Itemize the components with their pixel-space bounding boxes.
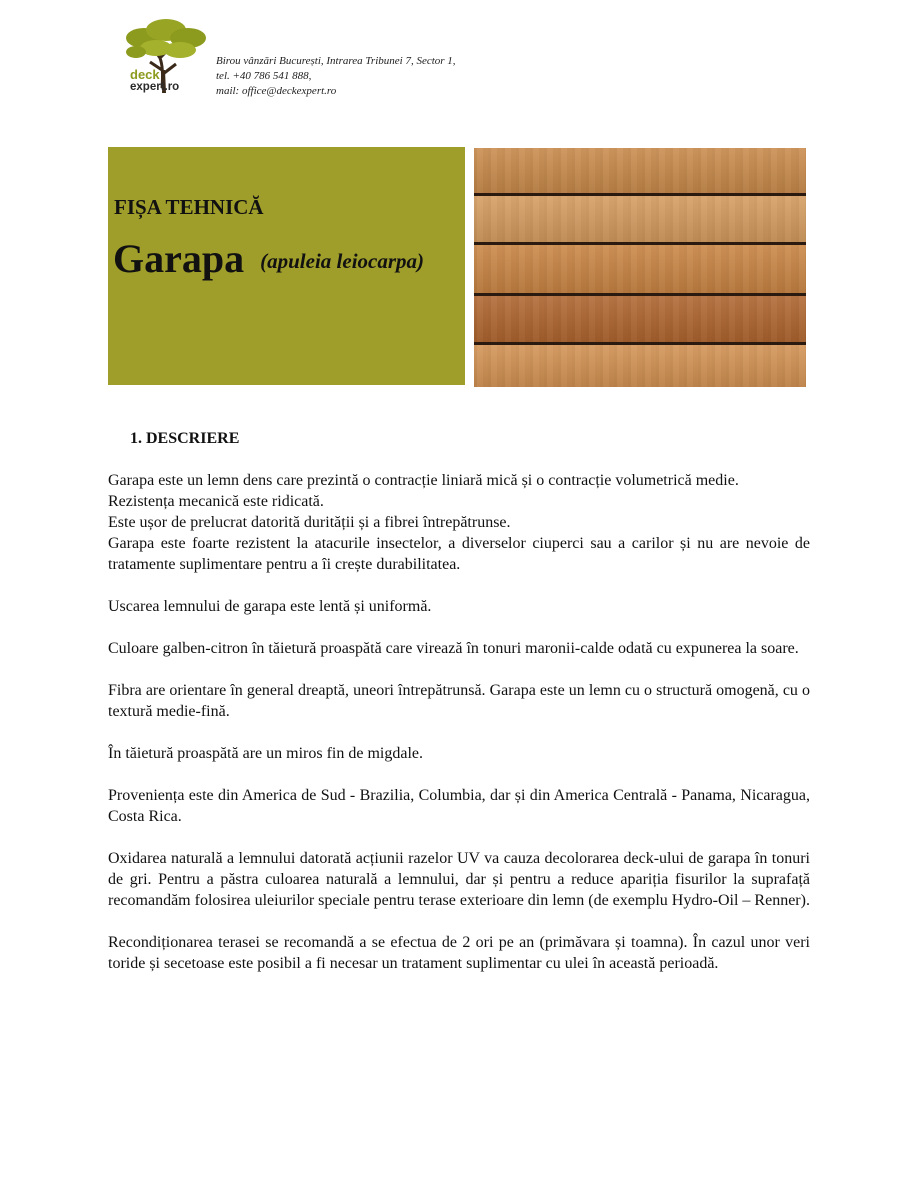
paragraph: Garapa este un lemn dens care prezintă o contracție liniară mică și o contracție volumetrică medie. [108,472,739,489]
wood-plank [474,345,806,387]
contact-info [216,54,456,99]
paragraph: Fibra are orientare în general dreaptă, uneori întrepătrunsă. Garapa este un lemn cu o structură omogenă, cu o textură medie-fină. [108,682,810,720]
description-body [108,470,810,974]
wood-plank [474,245,806,293]
wood-plank [474,196,806,242]
paragraph: Proveniența este din America de Sud - Brazilia, Columbia, dar și din America Centrală - Panama, Nicaragua, Costa Rica. [108,787,810,825]
wood-planks-image [474,148,806,387]
section-heading: 1. DESCRIERE [130,430,240,447]
wood-plank [474,148,806,193]
title-main: Garapa [113,236,245,281]
title-banner [108,147,465,385]
paragraph: Este ușor de prelucrat datorită durității și a fibrei întrepătrunse. [108,514,511,531]
document-kicker: FIȘA TEHNICĂ [114,195,264,219]
title-scientific-name: (apuleia leiocarpa) [260,249,425,273]
logo-text [130,69,179,93]
contact-phone: tel. +40 786 541 888, [216,70,312,82]
wood-plank [474,296,806,342]
paragraph: Garapa este foarte rezistent la atacurile insectelor, a diverselor ciuperci sau a carilor și nu are nevoie de tratamente suplimentare pentru a îi crește durabilitatea. [108,535,810,573]
logo-text-line2: expert.ro [130,81,180,93]
paragraph: Recondiționarea terasei se recomandă a se efectua de 2 ori pe an (primăvara și toamna). În cazul unor veri toride și secetoase este posibil a fi necesar un tratament suplimentar cu ulei în această perioadă. [108,934,810,972]
page-title [113,235,424,285]
paragraph: Oxidarea naturală a lemnului datorată acțiunii razelor UV va cauza decolorarea deck-ului de garapa în tonuri de gri. Pentru a păstra culoarea naturală a lemnului, dar și pentru a reduce apariția fisurilor la suprafață recomandăm folosirea uleiurilor speciale pentru terase exterioare din lemn (de exemplu Hydro-Oil – Renner). [108,850,810,909]
logo-text-line1: deck [130,67,160,82]
paragraph: Uscarea lemnului de garapa este lentă și uniformă. [108,598,432,615]
paragraph: Rezistența mecanică este ridicată. [108,493,324,510]
contact-address: Birou vânzări București, Intrarea Tribunei 7, Sector 1, [216,55,456,67]
company-logo [122,18,208,98]
paragraph: Culoare galben-citron în tăietură proaspătă care virează în tonuri maronii-calde odată cu expunerea la soare. [108,640,799,657]
contact-email[interactable]: mail: office@deckexpert.ro [216,85,337,97]
paragraph: În tăietură proaspătă are un miros fin de migdale. [108,745,423,762]
